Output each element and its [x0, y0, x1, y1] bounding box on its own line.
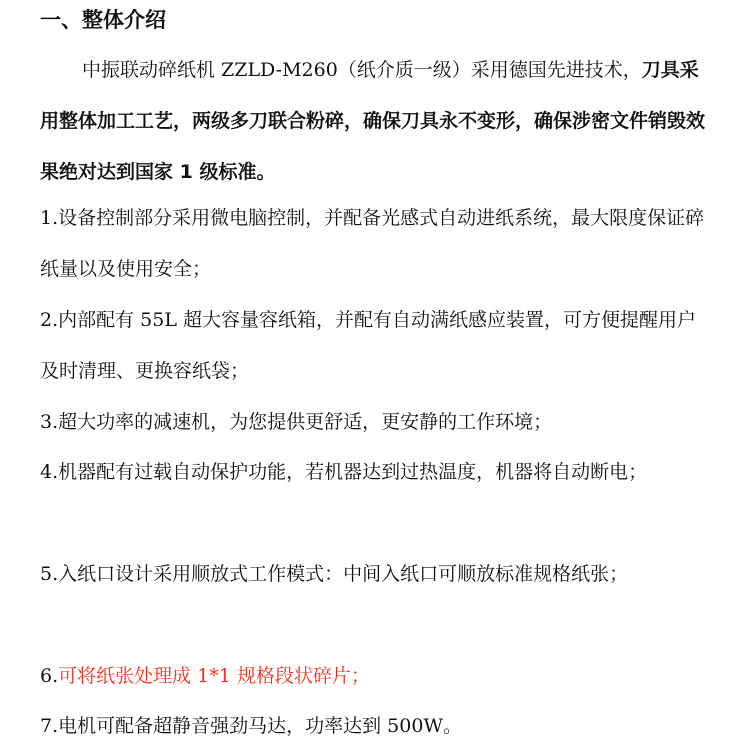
- list-item-1: [40, 193, 708, 295]
- list-item-number: 7.: [40, 715, 59, 737]
- list-item-2: [40, 295, 708, 397]
- list-item-text: 电机可配备超静音强劲马达，功率达到 500W。: [58, 715, 462, 737]
- list-item-number: 4.: [40, 461, 59, 483]
- intro-lead-text: 中振联动碎纸机 ZZLD-M260（纸介质一级）采用德国先进技术，: [82, 59, 642, 81]
- list-item-number: 5.: [40, 563, 59, 585]
- list-item-text: 内部配有 55L 超大容量容纸箱，并配有自动满纸感应装置，可方便提醒用户及时清理、更换容纸袋；: [40, 309, 697, 382]
- list-item-text: 入纸口设计采用顺放式工作模式：中间入纸口可顺放标准规格纸张；: [58, 563, 629, 585]
- section-heading: 一、整体介绍: [40, 8, 166, 32]
- list-item-text: 超大功率的减速机，为您提供更舒适，更安静的工作环境；: [58, 411, 553, 433]
- list-item-7: [40, 701, 708, 752]
- list-item-text-highlighted: 可将纸张处理成 1*1 规格段状碎片；: [58, 665, 370, 687]
- list-item-text: 机器配有过载自动保护功能，若机器达到过热温度，机器将自动断电；: [58, 461, 648, 483]
- list-item-5: [40, 549, 708, 600]
- intro-paragraph: [40, 45, 708, 198]
- list-item-number: 1.: [40, 207, 59, 229]
- intro-bold-text: 刀具采用整体加工工艺，两级多刀联合粉碎，确保刀具永不变形，确保涉密文件销毁效果绝对达到国家 1 级标准。: [40, 59, 706, 183]
- list-item-6: [40, 651, 708, 702]
- list-item-3: [40, 397, 708, 448]
- list-item-text: 设备控制部分采用微电脑控制，并配备光感式自动进纸系统，最大限度保证碎纸量以及使用安全；: [40, 207, 705, 280]
- list-item-4: [40, 447, 708, 498]
- list-item-number: 3.: [40, 411, 59, 433]
- list-item-number: 2.: [40, 309, 59, 331]
- list-item-number: 6.: [40, 665, 59, 687]
